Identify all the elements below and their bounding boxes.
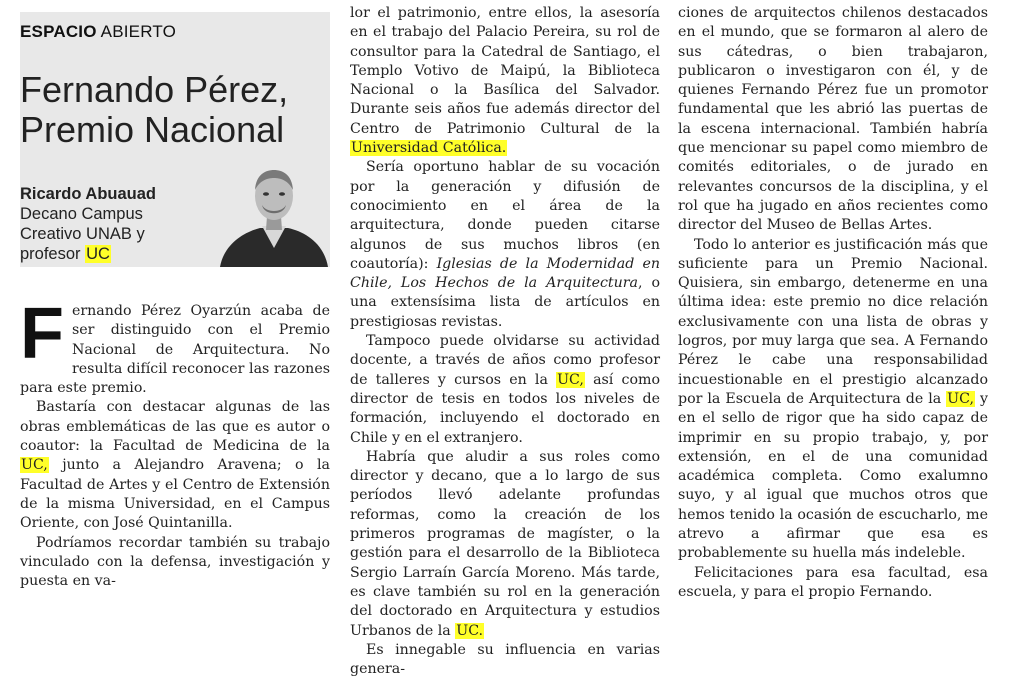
- section-label-bold: ESPACIO: [20, 22, 97, 41]
- paragraph: Felicitaciones para esa facultad, esa escuela, y para el propio Fernando.: [678, 564, 988, 600]
- author-role-2: Creativo UNAB y: [20, 225, 145, 243]
- paragraph: Tampoco puede olvidarse su actividad docente, a través de años como profesor de talleres y cursos en la UC, así como director de tesis en todos los niveles de formación, incluyendo el doctorado en Chile y en el extranjero.: [350, 333, 660, 446]
- drop-cap: F: [20, 294, 64, 374]
- paragraph: Habría que aludir a sus roles como director y decano, que a lo largo de sus períodos llevó adelante profundas reformas, como la creación de los primeros programas de magíster, o la gestión para el desarrollo de la Biblioteca Sergio Larraín García Moreno. Más tarde, es clave también su rol en la generación del doctorado en Arquitectura y estudios Urbanos de la UC.: [350, 448, 660, 639]
- article-column-1: [20, 294, 330, 591]
- paragraph: Podríamos recordar también su trabajo vinculado con la defensa, investigación y puesta en va-: [20, 534, 330, 590]
- article-column-3: [678, 4, 988, 602]
- highlight: UC,: [947, 390, 974, 407]
- author-byline: [20, 184, 220, 264]
- author-role-1: Decano Campus: [20, 205, 143, 223]
- highlight: UC.: [456, 622, 484, 639]
- author-role-3: profesor UC: [20, 245, 110, 263]
- author-name: Ricardo Abuauad: [20, 185, 156, 203]
- headline-line-2: Premio Nacional: [20, 109, 285, 150]
- highlight: UC,: [557, 371, 584, 388]
- paragraph: Fernando Pérez Oyarzún acaba de ser distinguido con el Premio Nacional de Arquitectura. No resulta difícil reconocer las razones para este premio.: [20, 294, 330, 397]
- paragraph: lor el patrimonio, entre ellos, la asesoría en el trabajo del Palacio Pereira, su rol de consultor para la Catedral de Santiago, el Templo Votivo de Maipú, la Biblioteca Nacional o la Basílica del Salvador. Durante seis años fue además director del Centro de Patrimonio Cultural de la Universidad Católica.: [350, 5, 660, 157]
- paragraph: Sería oportuno hablar de su vocación por la generación y difusión de conocimiento en el área de la arquitectura, donde pueden citarse algunos de sus muchos libros (en coautoría): Iglesias de la Modernidad en Chile, Los Hechos de la Arquitectura, o una extensísima lista de artículos en prestigiosas revistas.: [350, 159, 660, 330]
- highlight: UC,: [21, 457, 48, 474]
- paragraph: ciones de arquitectos chilenos destacados en el mundo, que se formaron al alero de sus cátedras, o bien trabajaron, publicaron o investigaron con él, y de quienes Fernando Pérez fue un promotor fundamental que les abrió las puertas de la escena internacional. También habría que mencionar su papel como miembro de comités editoriales, o de jurado en relevantes concursos de la disciplina, y el rol que ha jugado en años recientes como director del Museo de Bellas Artes.: [678, 5, 988, 234]
- paragraph: Bastaría con destacar algunas de las obras emblemáticas de las que es autor o coautor: la Facultad de Medicina de la UC, junto a Alejandro Aravena; o la Facultad de Artes y el Centro de Extensión de la misma Universidad, en el Campus Oriente, con José Quintanilla.: [20, 399, 330, 532]
- section-label-light: ABIERTO: [100, 22, 177, 41]
- book-titles: Iglesias de la Modernidad en Chile, Los Hechos de la Arquitectura: [350, 255, 660, 292]
- headline: [20, 70, 320, 150]
- section-label: [20, 22, 310, 42]
- highlight: Universidad Católica.: [351, 140, 507, 157]
- highlight: UC: [86, 245, 110, 263]
- author-portrait: [218, 160, 330, 267]
- paragraph: Todo lo anterior es justificación más que suficiente para un Premio Nacional. Quisiera, sin embargo, detenerme en una última idea: este premio no dice relación exclusivamente con una lista de obras y logros, por muy larga que sea. A Fernando Pérez le cabe una responsabilidad incuestionable en el prestigio alcanzado por la Escuela de Arquitectura de la UC, y en el sello de rigor que ha sido capaz de imprimir en su propio trabajo, y, por extensión, en el de una comunidad académica completa. Como exalumno suyo, y al igual que muchos otros que hemos tenido la ocasión de escucharlo, me atrevo a afirmar que esa es probablemente su huella más indeleble.: [678, 236, 988, 562]
- article-column-2: [350, 4, 660, 679]
- headline-line-1: Fernando Pérez,: [20, 69, 289, 110]
- paragraph: Es innegable su influencia en varias genera-: [350, 641, 660, 678]
